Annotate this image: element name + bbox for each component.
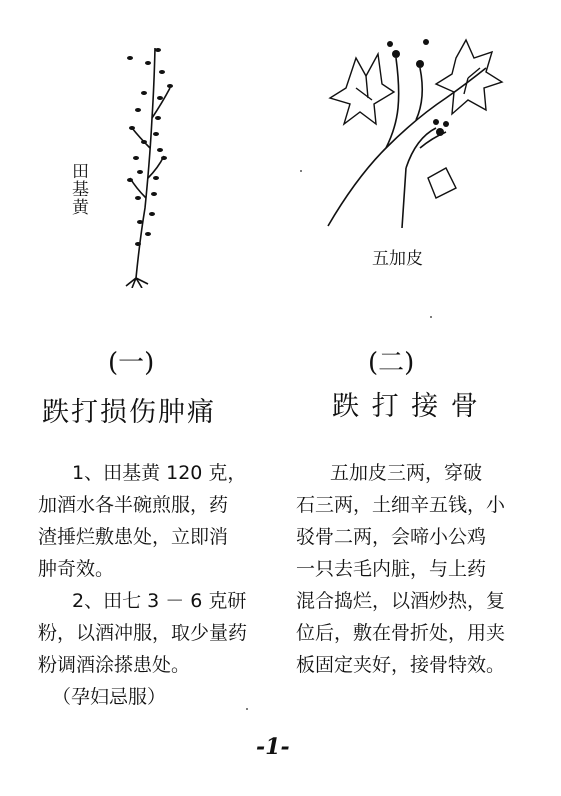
section-1-line: 粉调酒涂搽患处。 (38, 654, 191, 676)
section-1-line: 加酒水各半碗煎服，药 (38, 494, 229, 516)
section-1-line: 渣捶烂敷患处，立即消 (38, 526, 229, 548)
section-2-line: 板固定夹好，接骨特效。 (296, 654, 506, 676)
left-illustration-caption: 田基黄 (68, 162, 88, 216)
section-2-line: 石三两，土细辛五钱，小 (296, 494, 506, 516)
section-2-title: 跌 打 接 骨 (332, 391, 480, 422)
section-2-line: 混合捣烂，以酒炒热，复 (296, 590, 506, 612)
scan-speck (246, 708, 248, 710)
section-1-line: 2、田七 3 － 6 克研 (72, 590, 247, 612)
section-1-note: （孕妇忌服） (52, 686, 167, 708)
section-2-line: 五加皮三两，穿破 (330, 462, 483, 484)
tianjihuang-plant-illustration (100, 38, 200, 288)
wujiapi-plant-illustration (316, 28, 506, 238)
section-2-line: 一只去毛内脏，与上药 (296, 558, 487, 580)
section-2-number: (二) (368, 348, 415, 378)
section-2-line: 驳骨二两，会啼小公鸡 (296, 526, 487, 548)
section-1-title: 跌打损伤肿痛 (42, 397, 216, 428)
section-2-line: 位后，敷在骨折处，用夹 (296, 622, 506, 644)
scan-speck (430, 316, 432, 318)
section-2-body (296, 457, 505, 681)
section-1-number: (一) (108, 348, 155, 378)
right-illustration-caption: 五加皮 (372, 249, 423, 269)
page-number: -1- (256, 734, 290, 760)
scan-speck (300, 170, 302, 172)
section-1-line: 粉，以酒冲服，取少量药 (38, 622, 248, 644)
section-1-line: 1、田基黄 120 克， (72, 462, 247, 484)
section-1-body (38, 457, 247, 713)
section-1-line: 肿奇效。 (38, 558, 115, 580)
